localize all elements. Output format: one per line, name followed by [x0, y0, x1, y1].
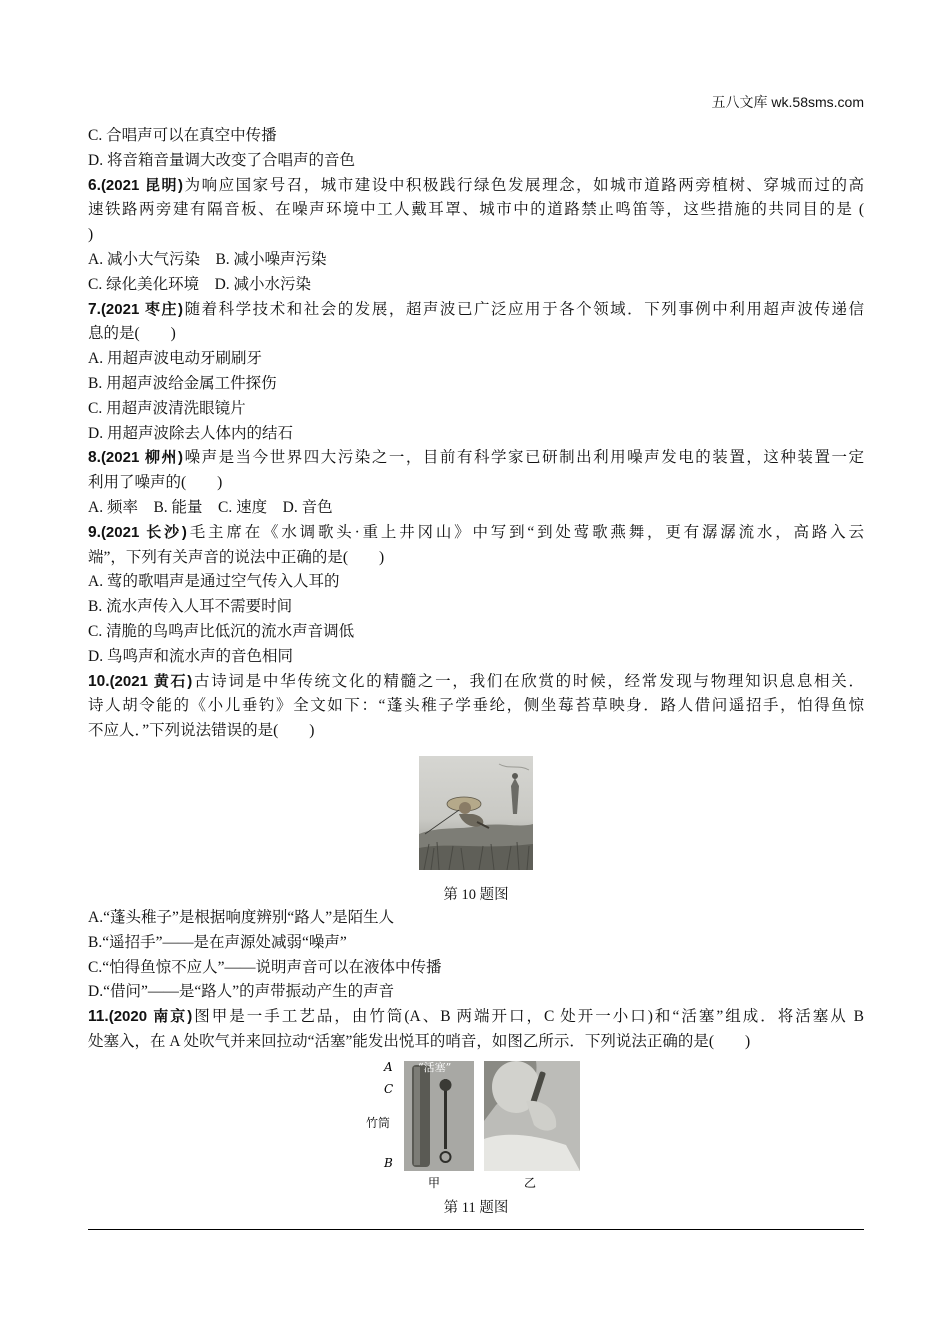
- bamboo-whistle-image: [366, 1061, 586, 1189]
- q7-line1: [88, 298, 864, 323]
- q6-line3: ): [88, 226, 94, 244]
- q10-number: 10.: [88, 672, 110, 690]
- q10-option-b: B.“遥招手”——是在声源处减弱“噪声”: [88, 933, 347, 951]
- document-body: [88, 0, 864, 1219]
- q9-number: 9.: [88, 523, 101, 541]
- q8-line2: 利用了噪声的( ): [88, 474, 223, 492]
- q10-option-d: D.“借问”——是“路人”的声带振动产生的声音: [88, 983, 395, 1001]
- label-yi: 乙: [524, 1175, 537, 1189]
- q11-line1: [88, 1005, 864, 1030]
- q7-option-a: A. 用超声波电动牙刷刷牙: [88, 350, 262, 368]
- q10-line1: [88, 670, 864, 695]
- q10-source: (2021 黄石): [109, 672, 193, 690]
- q7-number: 7.: [88, 300, 101, 318]
- q8-line1: [88, 446, 864, 471]
- q11-figure-caption: 第 11 题图: [443, 1199, 509, 1216]
- q10-text1: 古诗词是中华传统文化的精髓之一，我们在欣赏的时候，经常发现与物理知识息息相关．: [192, 672, 864, 690]
- label-b: B: [384, 1155, 393, 1170]
- q5-option-d: D. 将音箱音量调大改变了合唱声的音色: [88, 151, 355, 169]
- page-header-site: 五八文库 wk.58sms.com: [711, 94, 864, 110]
- q6-options-ab: A. 减小大气污染 B. 减小噪声污染: [88, 250, 327, 268]
- q9-option-c: C. 清脆的鸟鸣声比低沉的流水声音调低: [88, 622, 355, 640]
- q8-source: (2021 柳州): [100, 449, 184, 467]
- q10-line2: 诗人胡令能的《小儿垂钓》全文如下：“蓬头稚子学垂纶，侧坐莓苔草映身．路人借问遥招手，怕得鱼惊: [88, 697, 864, 715]
- label-c: C: [384, 1081, 394, 1096]
- q7-option-b: B. 用超声波给金属工件探伤: [88, 374, 277, 392]
- q9-source: (2021 长沙): [100, 523, 187, 541]
- q6-line2: 速铁路两旁建有隔音板、在噪声环境中工人戴耳罩、城市中的道路禁止鸣笛等，这些措施的共同目的是 (: [88, 201, 864, 219]
- q10-figure: [88, 756, 864, 870]
- q10-option-a: A.“蓬头稚子”是根据响度辨别“路人”是陌生人: [88, 908, 395, 926]
- q6-text1: 为响应国家号召，城市建设中积极践行绿色发展理念，如城市道路两旁植树、穿城而过的高: [183, 176, 864, 194]
- fishing-child-image: [419, 756, 533, 870]
- footer-divider: [88, 1229, 864, 1230]
- q11-figure: [88, 1061, 864, 1189]
- q8-number: 8.: [88, 449, 101, 467]
- q7-source: (2021 枣庄): [100, 300, 184, 318]
- q7-option-c: C. 用超声波清洗眼镜片: [88, 399, 246, 417]
- q6-source: (2021 昆明): [100, 176, 184, 194]
- q9-line2: 端”，下列有关声音的说法中正确的是( ): [88, 548, 385, 566]
- q9-text1: 毛主席在《水调歌头·重上井冈山》中写到“到处莺歌燕舞，更有潺潺流水，高路入云: [186, 523, 865, 541]
- q7-option-d: D. 用超声波除去人体内的结石: [88, 424, 293, 442]
- q10-option-c: C.“怕得鱼惊不应人”——说明声音可以在液体中传播: [88, 958, 442, 976]
- q7-line2: 息的是( ): [88, 325, 176, 343]
- q9-option-d: D. 鸟鸣声和流水声的音色相同: [88, 647, 293, 665]
- q8-options: A. 频率 B. 能量 C. 速度 D. 音色: [88, 498, 333, 516]
- q8-text1: 噪声是当今世界四大污染之一，目前有科学家已研制出利用噪声发电的装置，这种装置一定: [183, 449, 864, 467]
- label-piston: “活塞”: [418, 1060, 452, 1074]
- q7-text1: 随着科学技术和社会的发展，超声波已广泛应用于各个领域．下列事例中利用超声波传递信: [183, 300, 864, 318]
- q11-line2: 处塞入，在 A 处吹气并来回拉动“活塞”能发出悦耳的哨音，如图乙所示．下列说法正确的是( ): [88, 1032, 751, 1050]
- q9-option-a: A. 莺的歌唱声是通过空气传入人耳的: [88, 573, 340, 591]
- q10-figure-caption: 第 10 题图: [443, 886, 509, 903]
- q9-option-b: B. 流水声传入人耳不需要时间: [88, 598, 293, 616]
- q11-number: 11.: [88, 1008, 109, 1026]
- q6-line1: [88, 174, 864, 199]
- q5-option-c: C. 合唱声可以在真空中传播: [88, 127, 277, 144]
- q11-source: (2020 南京): [108, 1008, 193, 1026]
- q6-options-cd: C. 绿化美化环境 D. 减小水污染: [88, 275, 312, 293]
- q11-text1: 图甲是一手工艺品，由竹筒(A、B 两端开口，C 处开一小口)和“活塞”组成．将活塞从 B: [192, 1008, 865, 1026]
- label-jia: 甲: [428, 1175, 441, 1189]
- label-a: A: [384, 1060, 393, 1074]
- label-tube: 竹筒: [366, 1115, 391, 1130]
- q6-number: 6.: [88, 176, 101, 194]
- q10-line3: 不应人．”下列说法错误的是( ): [88, 722, 315, 740]
- q9-line1: [88, 521, 864, 546]
